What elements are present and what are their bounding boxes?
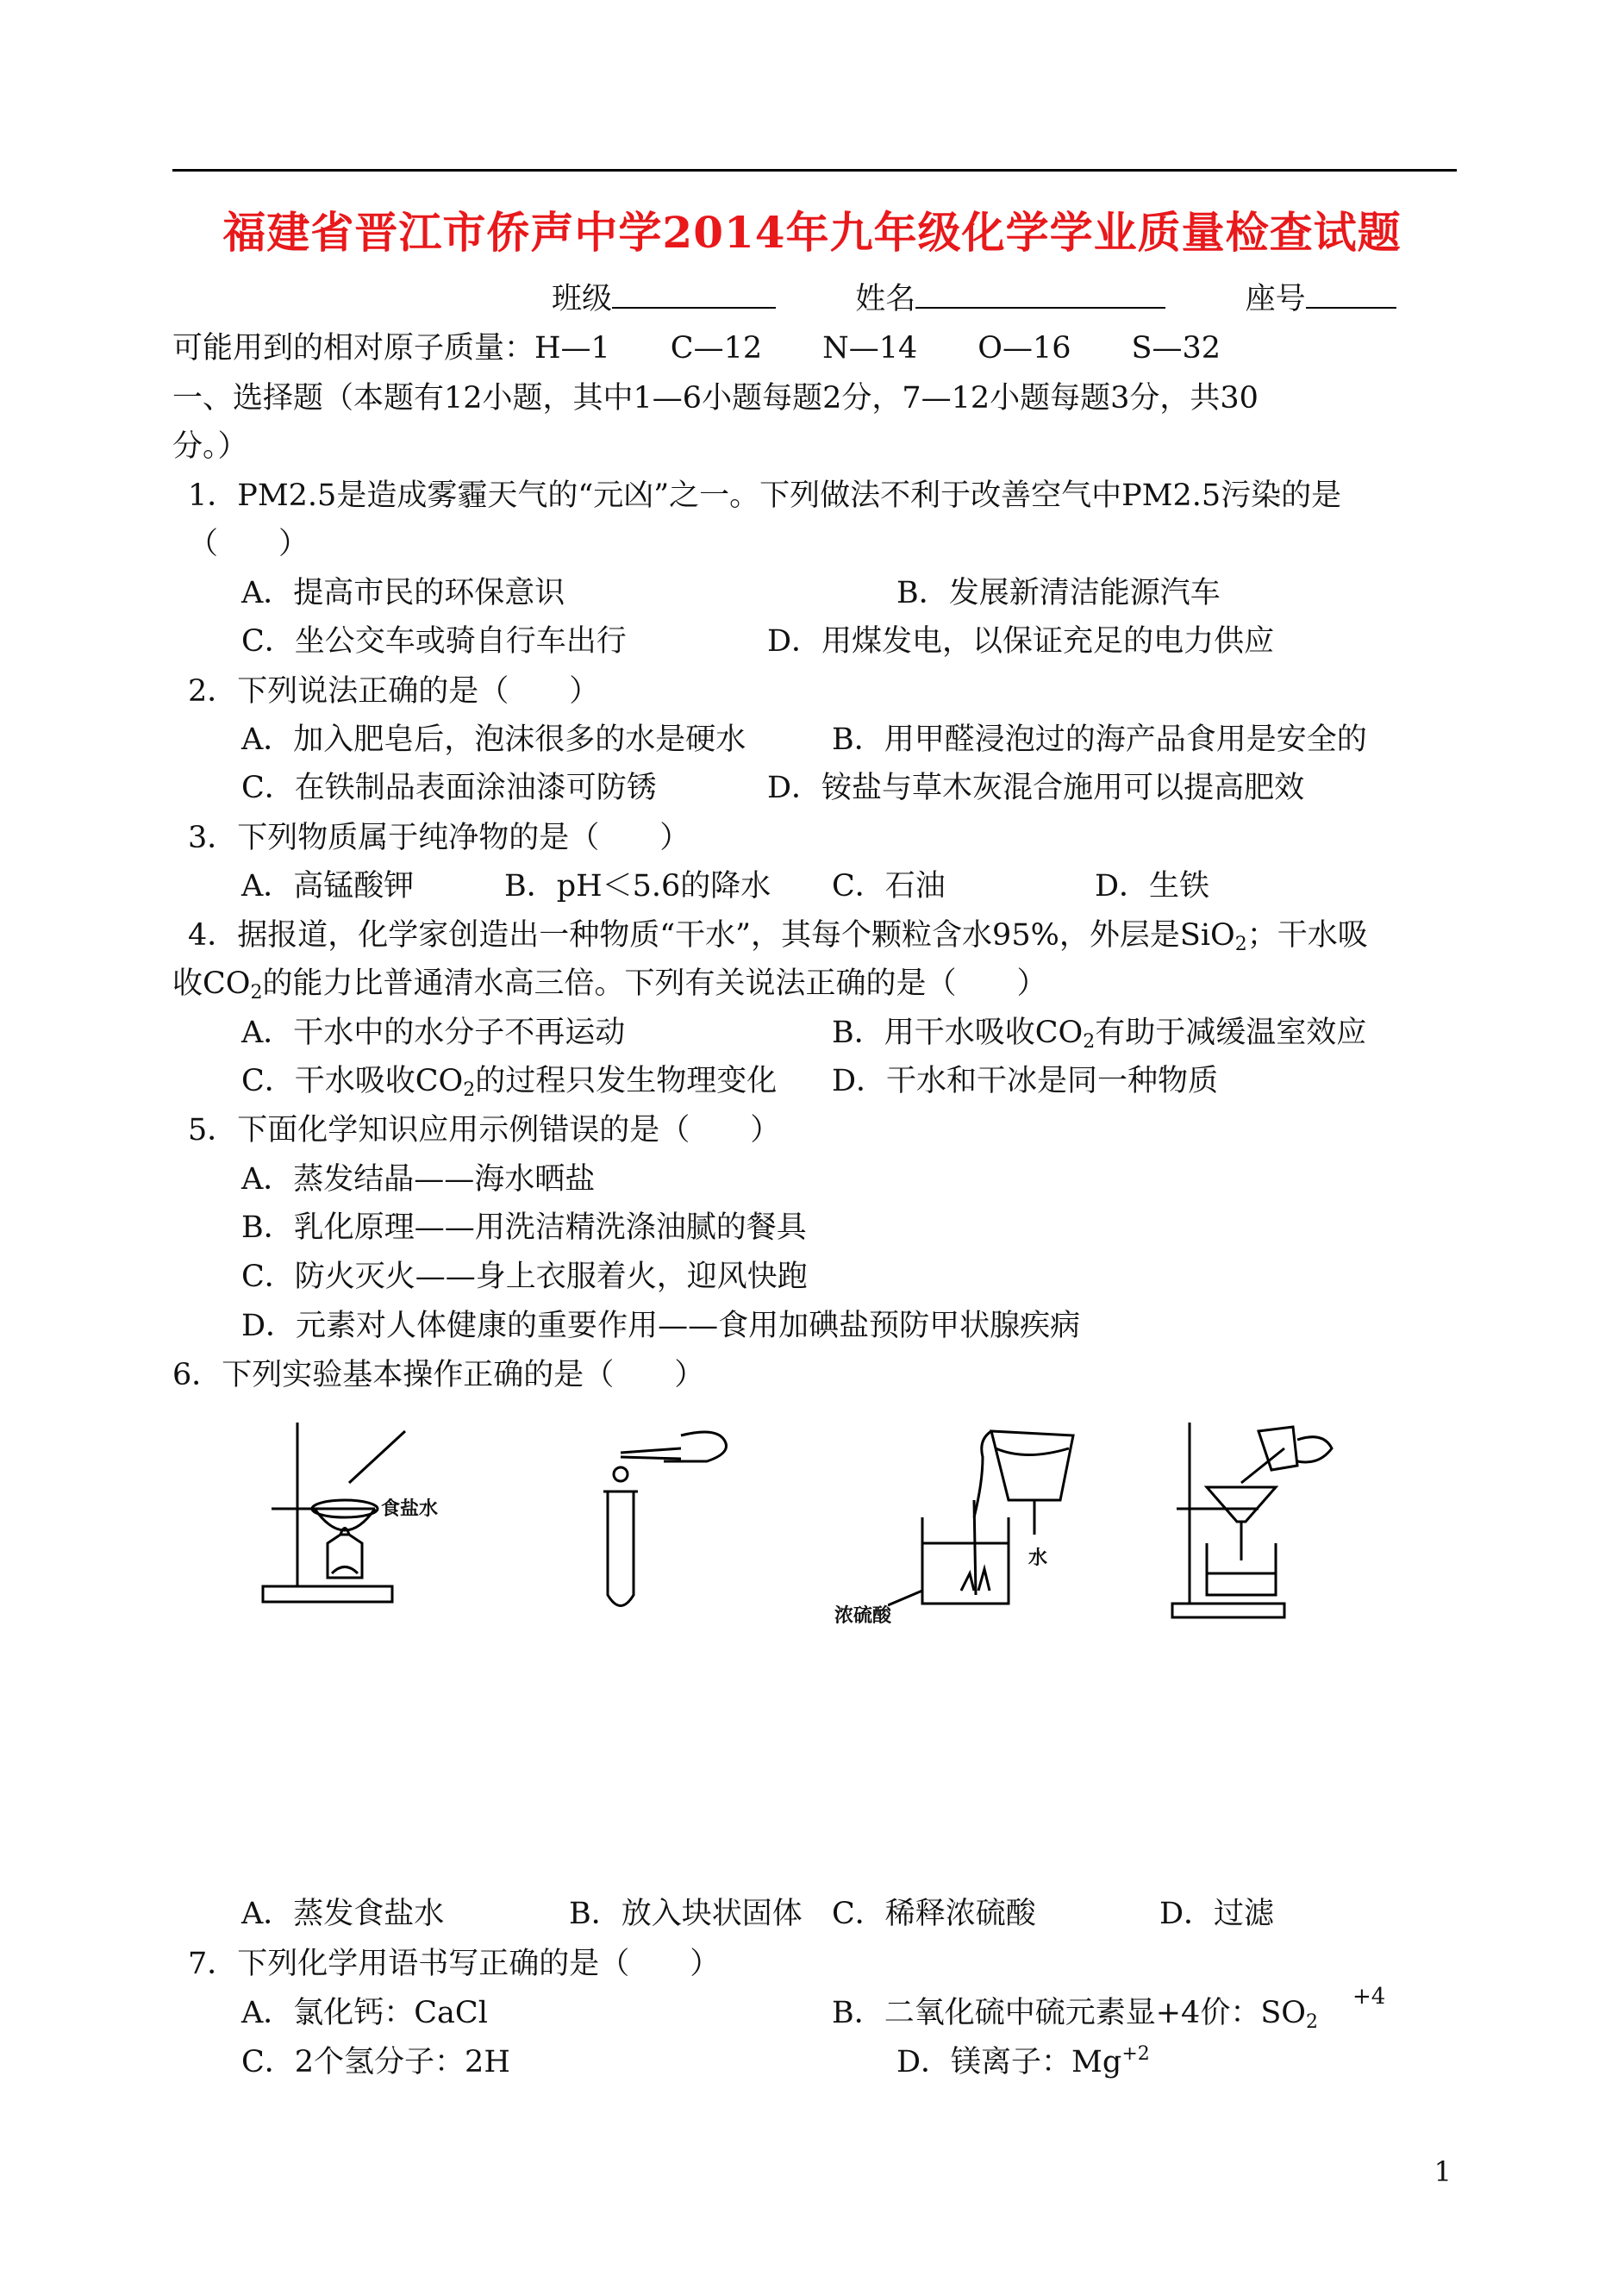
q6-option-d: D．过滤 — [1159, 1897, 1275, 1931]
q4-option-b: B．用干水吸收$CO_2$有助于减缓温室效应 — [832, 1016, 1367, 1053]
q2-option-d: D．铵盐与草木灰混合施用可以提高肥效 — [767, 771, 1305, 805]
q6-option-c: C．稀释浓硫酸 — [832, 1897, 1036, 1931]
class-blank[interactable] — [612, 278, 776, 309]
q3-option-c: C．石油 — [832, 869, 946, 904]
q5-option-d: D．元素对人体健康的重要作用——食用加碘盐预防甲状腺疾病 — [241, 1309, 1081, 1343]
page-number: 1 — [1433, 2155, 1452, 2188]
figure-dilute-acid — [888, 1414, 1112, 1629]
section-heading: 一、选择题（本题有12小题，其中1—6小题每题2分，7—12小题每题3分，共30 — [172, 381, 1259, 416]
q1-option-a: A．提高市民的环保意识 — [241, 576, 565, 610]
page-title: 福建省晋江市侨声中学2014年九年级化学学业质量检查试题 — [222, 207, 1402, 258]
figure-test-tube — [595, 1414, 741, 1621]
q7-option-b: B．二氧化硫中硫元素显+4价：$SO_2^{+4}$ — [832, 1984, 1386, 2033]
q1-option-d: D．用煤发电，以保证充足的电力供应 — [767, 624, 1275, 659]
section-heading-cont: 分。） — [172, 429, 248, 464]
q3-option-a: A．高锰酸钾 — [241, 869, 415, 904]
q6-option-a: A．蒸发食盐水 — [241, 1897, 445, 1931]
q2-option-c: C．在铁制品表面涂油漆可防锈 — [241, 771, 657, 805]
q6-option-b: B．放入块状固体 — [569, 1897, 803, 1931]
figure-filtration — [1155, 1414, 1345, 1629]
label-water: 水 — [1028, 1548, 1048, 1569]
q3-stem: 3．下列物质属于纯净物的是（ ） — [188, 821, 690, 855]
name-blank[interactable] — [915, 278, 1165, 309]
q4-option-c: C．干水吸收$CO_2$的过程只发生物理变化 — [241, 1064, 778, 1101]
q3-option-d: D．生铁 — [1095, 869, 1210, 904]
q4-stem-cont: 收$CO_2$的能力比普通清水高三倍。下列有关说法正确的是（ ） — [172, 966, 1047, 1004]
header-fields — [552, 278, 1396, 318]
q1-option-c: C．坐公交车或骑自行车出行 — [241, 624, 627, 659]
q6-stem: 6．下列实验基本操作正确的是（ ） — [172, 1358, 705, 1392]
q5-option-a: A．蒸发结晶——海水晒盐 — [241, 1162, 596, 1197]
q2-option-b: B．用甲醛浸泡过的海产品食用是安全的 — [832, 722, 1367, 757]
q1-option-b: B．发展新清洁能源汽车 — [896, 576, 1221, 610]
q5-option-c: C．防火灭火——身上衣服着火，迎风快跑 — [241, 1260, 808, 1294]
q4-option-a: A．干水中的水分子不再运动 — [241, 1016, 626, 1050]
header-rule — [172, 169, 1457, 172]
q5-option-b: B．乳化原理——用洗洁精洗涤油腻的餐具 — [241, 1210, 807, 1245]
atomic-masses: 可能用到的相对原子质量：H—1 C—12 N—14 O—16 S—32 — [172, 331, 1221, 366]
q2-option-a: A．加入肥皂后，泡沫很多的水是硬水 — [241, 722, 746, 757]
q4-stem: 4．据报道，化学家创造出一种物质“干水”，其每个颗粒含水95%，外层是SiO$_2$；干水吸 — [188, 918, 1368, 955]
seat-blank[interactable] — [1306, 278, 1396, 309]
label-salt-water: 食盐水 — [381, 1498, 439, 1520]
q7-option-a: A．氯化钙：CaCl — [241, 1996, 488, 2030]
q7-stem: 7．下列化学用语书写正确的是（ ） — [188, 1947, 721, 1981]
q1-stem-cont: （ ） — [188, 527, 309, 561]
q2-stem: 2．下列说法正确的是（ ） — [188, 674, 600, 709]
q5-stem: 5．下面化学知识应用示例错误的是（ ） — [188, 1113, 781, 1148]
class-label: 班级 — [552, 282, 613, 316]
seat-label: 座号 — [1245, 282, 1306, 316]
q7-option-c: C．2个氢分子：2H — [241, 2045, 510, 2079]
q7-option-d: D．镁离子：$Mg^{+2}$ — [896, 2043, 1150, 2079]
label-conc-sulfuric-acid: 浓硫酸 — [834, 1605, 892, 1627]
q3-option-b: B．pH＜5.6的降水 — [504, 869, 771, 904]
name-label: 姓名 — [855, 282, 916, 316]
q1-stem: 1．PM2.5是造成雾霾天气的“元凶”之一。下列做法不利于改善空气中PM2.5污染的是 — [188, 478, 1342, 513]
q4-option-d: D．干水和干冰是同一种物质 — [832, 1064, 1219, 1098]
